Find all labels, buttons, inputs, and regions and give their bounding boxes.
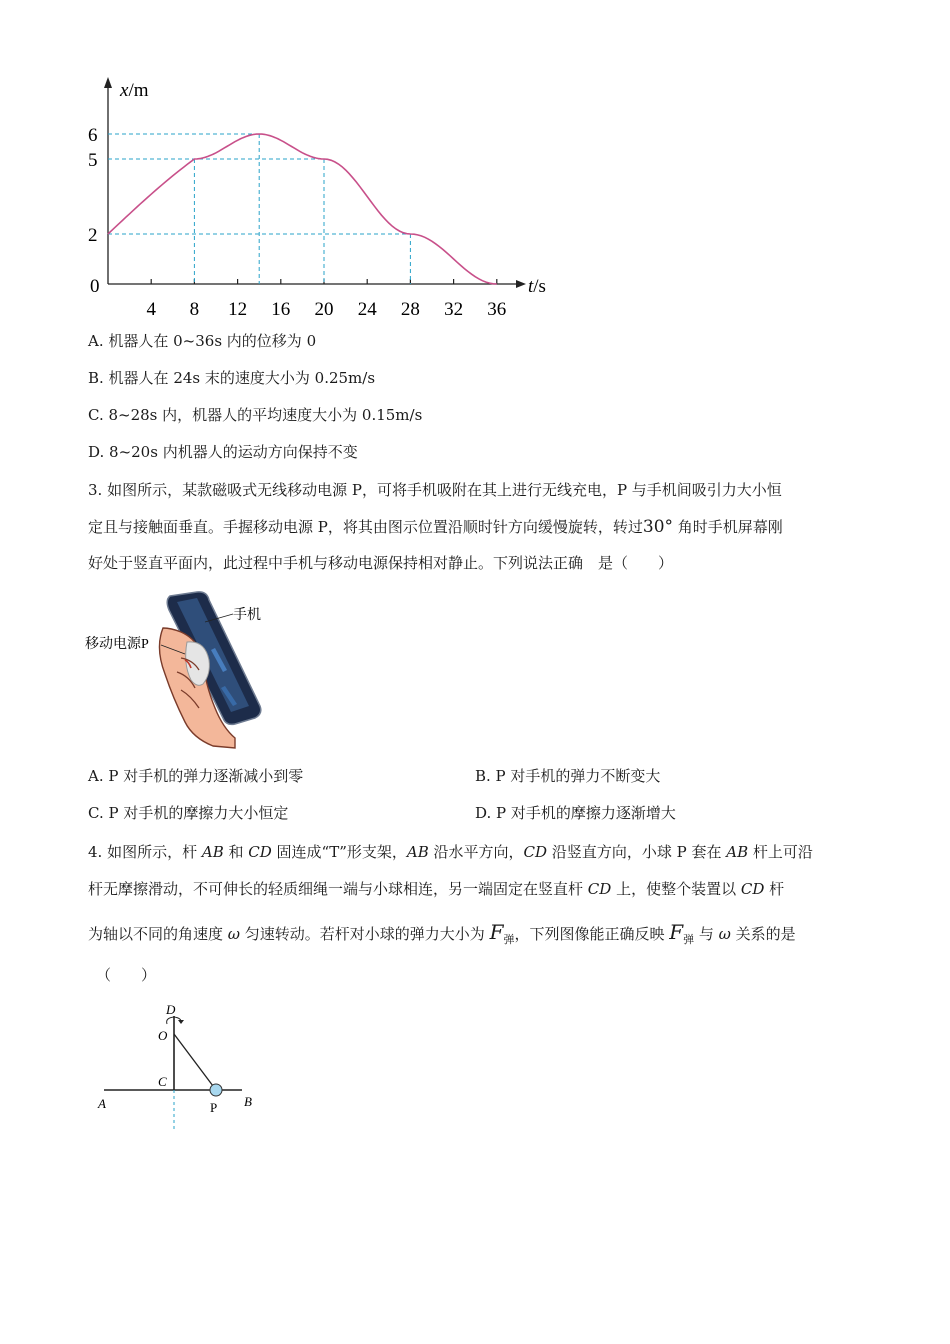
graph-axes [104, 77, 526, 288]
q4-stem-line-3: 为轴以不同的角速度 ω 匀速转动。若杆对小球的弹力大小为 $F_弹$，下列图像能正确反映 $F_弹$ 与 ω 关系的是 [88, 920, 796, 946]
x-tick-label: 36 [487, 299, 507, 320]
q3-option-c: C. P 对手机的摩擦力大小恒定 [88, 804, 289, 822]
q3-stem-line-1: 3. 如图所示，某款磁吸式无线移动电源 P，可将手机吸附在其上进行无线充电，P 与手机间吸引力大小恒 [88, 481, 782, 499]
label-b: B [244, 1094, 252, 1109]
label-c: C [158, 1074, 167, 1089]
q2-option-a: A. 机器人在 0~36s 内的位移为 0 [88, 332, 317, 350]
x-tick-label: 20 [314, 299, 334, 320]
phone-hand-illustration [85, 588, 285, 750]
dashed-guide-lines [108, 134, 410, 284]
q2-option-b: B. 机器人在 24s 末的速度大小为 0.25m/s [88, 369, 376, 387]
label-p: P [210, 1100, 218, 1115]
q3-option-d: D. P 对手机的摩擦力逐渐增大 [475, 804, 676, 822]
x-tick-label: 24 [357, 299, 377, 320]
x-tick-label: 16 [271, 299, 291, 320]
origin-label: 0 [90, 276, 100, 297]
q3-stem-line-3: 好处于竖直平面内，此过程中手机与移动电源保持相对静止。下列说法正确 是（ ） [88, 554, 674, 572]
x-tick-labels [146, 299, 506, 320]
q2-option-d: D. 8~20s 内机器人的运动方向保持不变 [88, 443, 358, 461]
q3-angle: 30° [642, 517, 674, 537]
x-tick-label: 8 [189, 299, 200, 320]
ball-p [210, 1084, 222, 1096]
q3-stem-line-2: 定且与接触面垂直。手握移动电源 P，将其由图示位置沿顺时针方向缓慢旋转，转过30° 角时手机屏幕刚 [88, 517, 783, 537]
y-axis-label: x/m [120, 80, 149, 101]
label-phone: 手机 [233, 608, 261, 623]
y-tick-label: 2 [88, 225, 98, 246]
q3-option-b: B. P 对手机的弹力不断变大 [475, 767, 661, 785]
q3-option-a: A. P 对手机的弹力逐渐减小到零 [88, 767, 304, 785]
q2-option-c: C. 8~28s 内，机器人的平均速度大小为 0.15m/s [88, 406, 423, 424]
label-a: A [98, 1096, 106, 1111]
label-o: O [158, 1028, 168, 1043]
x-tick-label: 4 [146, 299, 156, 320]
position-curve [108, 134, 497, 284]
position-time-graph [80, 72, 560, 322]
x-tick-label: 32 [444, 299, 464, 320]
x-axis-label: t/s [528, 276, 546, 297]
string [174, 1034, 216, 1090]
y-tick-labels [88, 125, 98, 246]
label-power-bank: 移动电源P [85, 637, 149, 652]
y-tick-label: 6 [88, 125, 98, 146]
q4-answer-paren: （ ） [96, 966, 157, 984]
x-tick-label: 12 [228, 299, 248, 320]
q4-stem-line-2: 杆无摩擦滑动，不可伸长的轻质细绳一端与小球相连，另一端固定在竖直杆 CD 上，使整个装置以 CD 杆 [88, 880, 785, 898]
t-bracket-figure [92, 1000, 272, 1135]
q4-stem-line-1: 4. 如图所示，杆 AB 和 CD 固连成“T”形支架，AB 沿水平方向，CD 沿竖直方向，小球 P 套在 AB 杆上可沿 [88, 843, 813, 861]
label-d: D [166, 1002, 176, 1017]
x-tick-label: 28 [400, 299, 420, 320]
y-tick-label: 5 [88, 150, 98, 171]
